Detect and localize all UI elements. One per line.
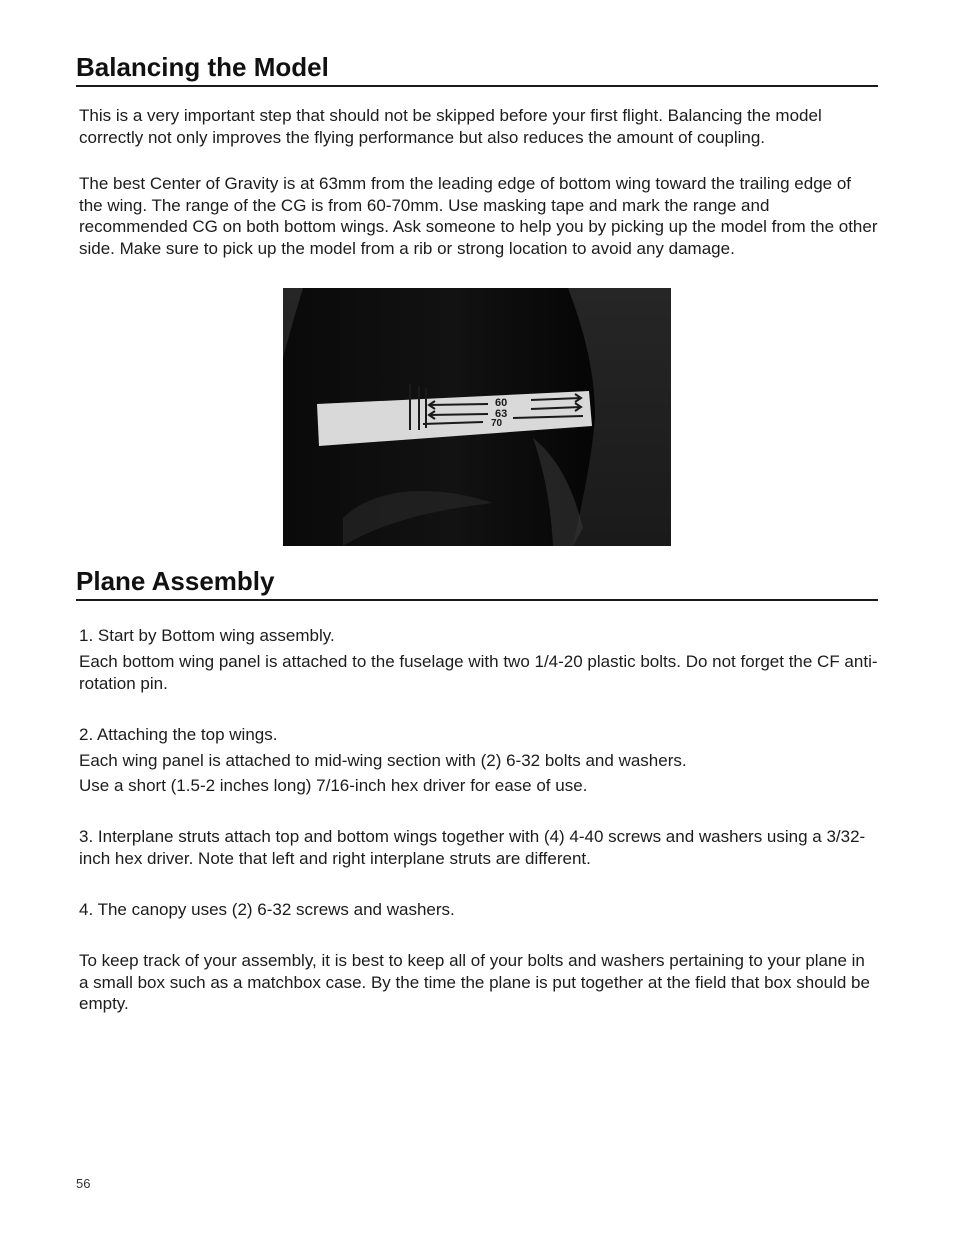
step-2-description: Each wing panel is attached to mid-wing section with (2) 6-32 bolts and washers.: [79, 751, 687, 770]
step-4-description: 4. The canopy uses (2) 6-32 screws and washers.: [79, 900, 455, 919]
step-1-description: Each bottom wing panel is attached to the fuselage with two 1/4-20 plastic bolts. Do not forget the CF anti-rotation pin.: [79, 652, 878, 693]
assembly-tip-paragraph: To keep track of your assembly, it is best to keep all of your bolts and washers pertaining to your plane in a small box such as a matchbox case. By the time the plane is put together at the field that box should be empty.: [79, 951, 870, 1013]
tape-mark-70: 70: [491, 418, 503, 429]
paragraph-balancing-intro: This is a very important step that should not be skipped before your first flight. Balancing the model correctly not only improves the flying performance but also reduces the amount of coupling.: [79, 106, 822, 147]
step-1-title: 1. Start by Bottom wing assembly.: [79, 626, 335, 645]
wing-photo-illustration: [283, 288, 671, 546]
step-2-tip: Use a short (1.5-2 inches long) 7/16-inch hex driver for ease of use.: [79, 776, 588, 795]
paragraph-center-of-gravity: The best Center of Gravity is at 63mm from the leading edge of bottom wing toward the trailing edge of the wing. The range of the CG is from 60-70mm. Use masking tape and mark the range and recommended CG on both bottom wings. Ask someone to help you by picking up the model from the other side. Make sure to pick up the model from a rib or strong location to avoid any damage.: [79, 174, 878, 258]
tape-mark-60: 60: [495, 397, 508, 409]
page-number: 56: [76, 1176, 91, 1191]
cg-tape-photo: [283, 288, 671, 546]
section-heading-plane-assembly: Plane Assembly: [76, 566, 878, 601]
section-heading-balancing: Balancing the Model: [76, 52, 878, 87]
tape-mark-63: 63: [495, 408, 508, 420]
step-3-description: 3. Interplane struts attach top and bottom wings together with (4) 4-40 screws and washers using a 3/32-inch hex driver. Note that left and right interplane struts are different.: [79, 827, 866, 868]
step-2-title: 2. Attaching the top wings.: [79, 725, 278, 744]
